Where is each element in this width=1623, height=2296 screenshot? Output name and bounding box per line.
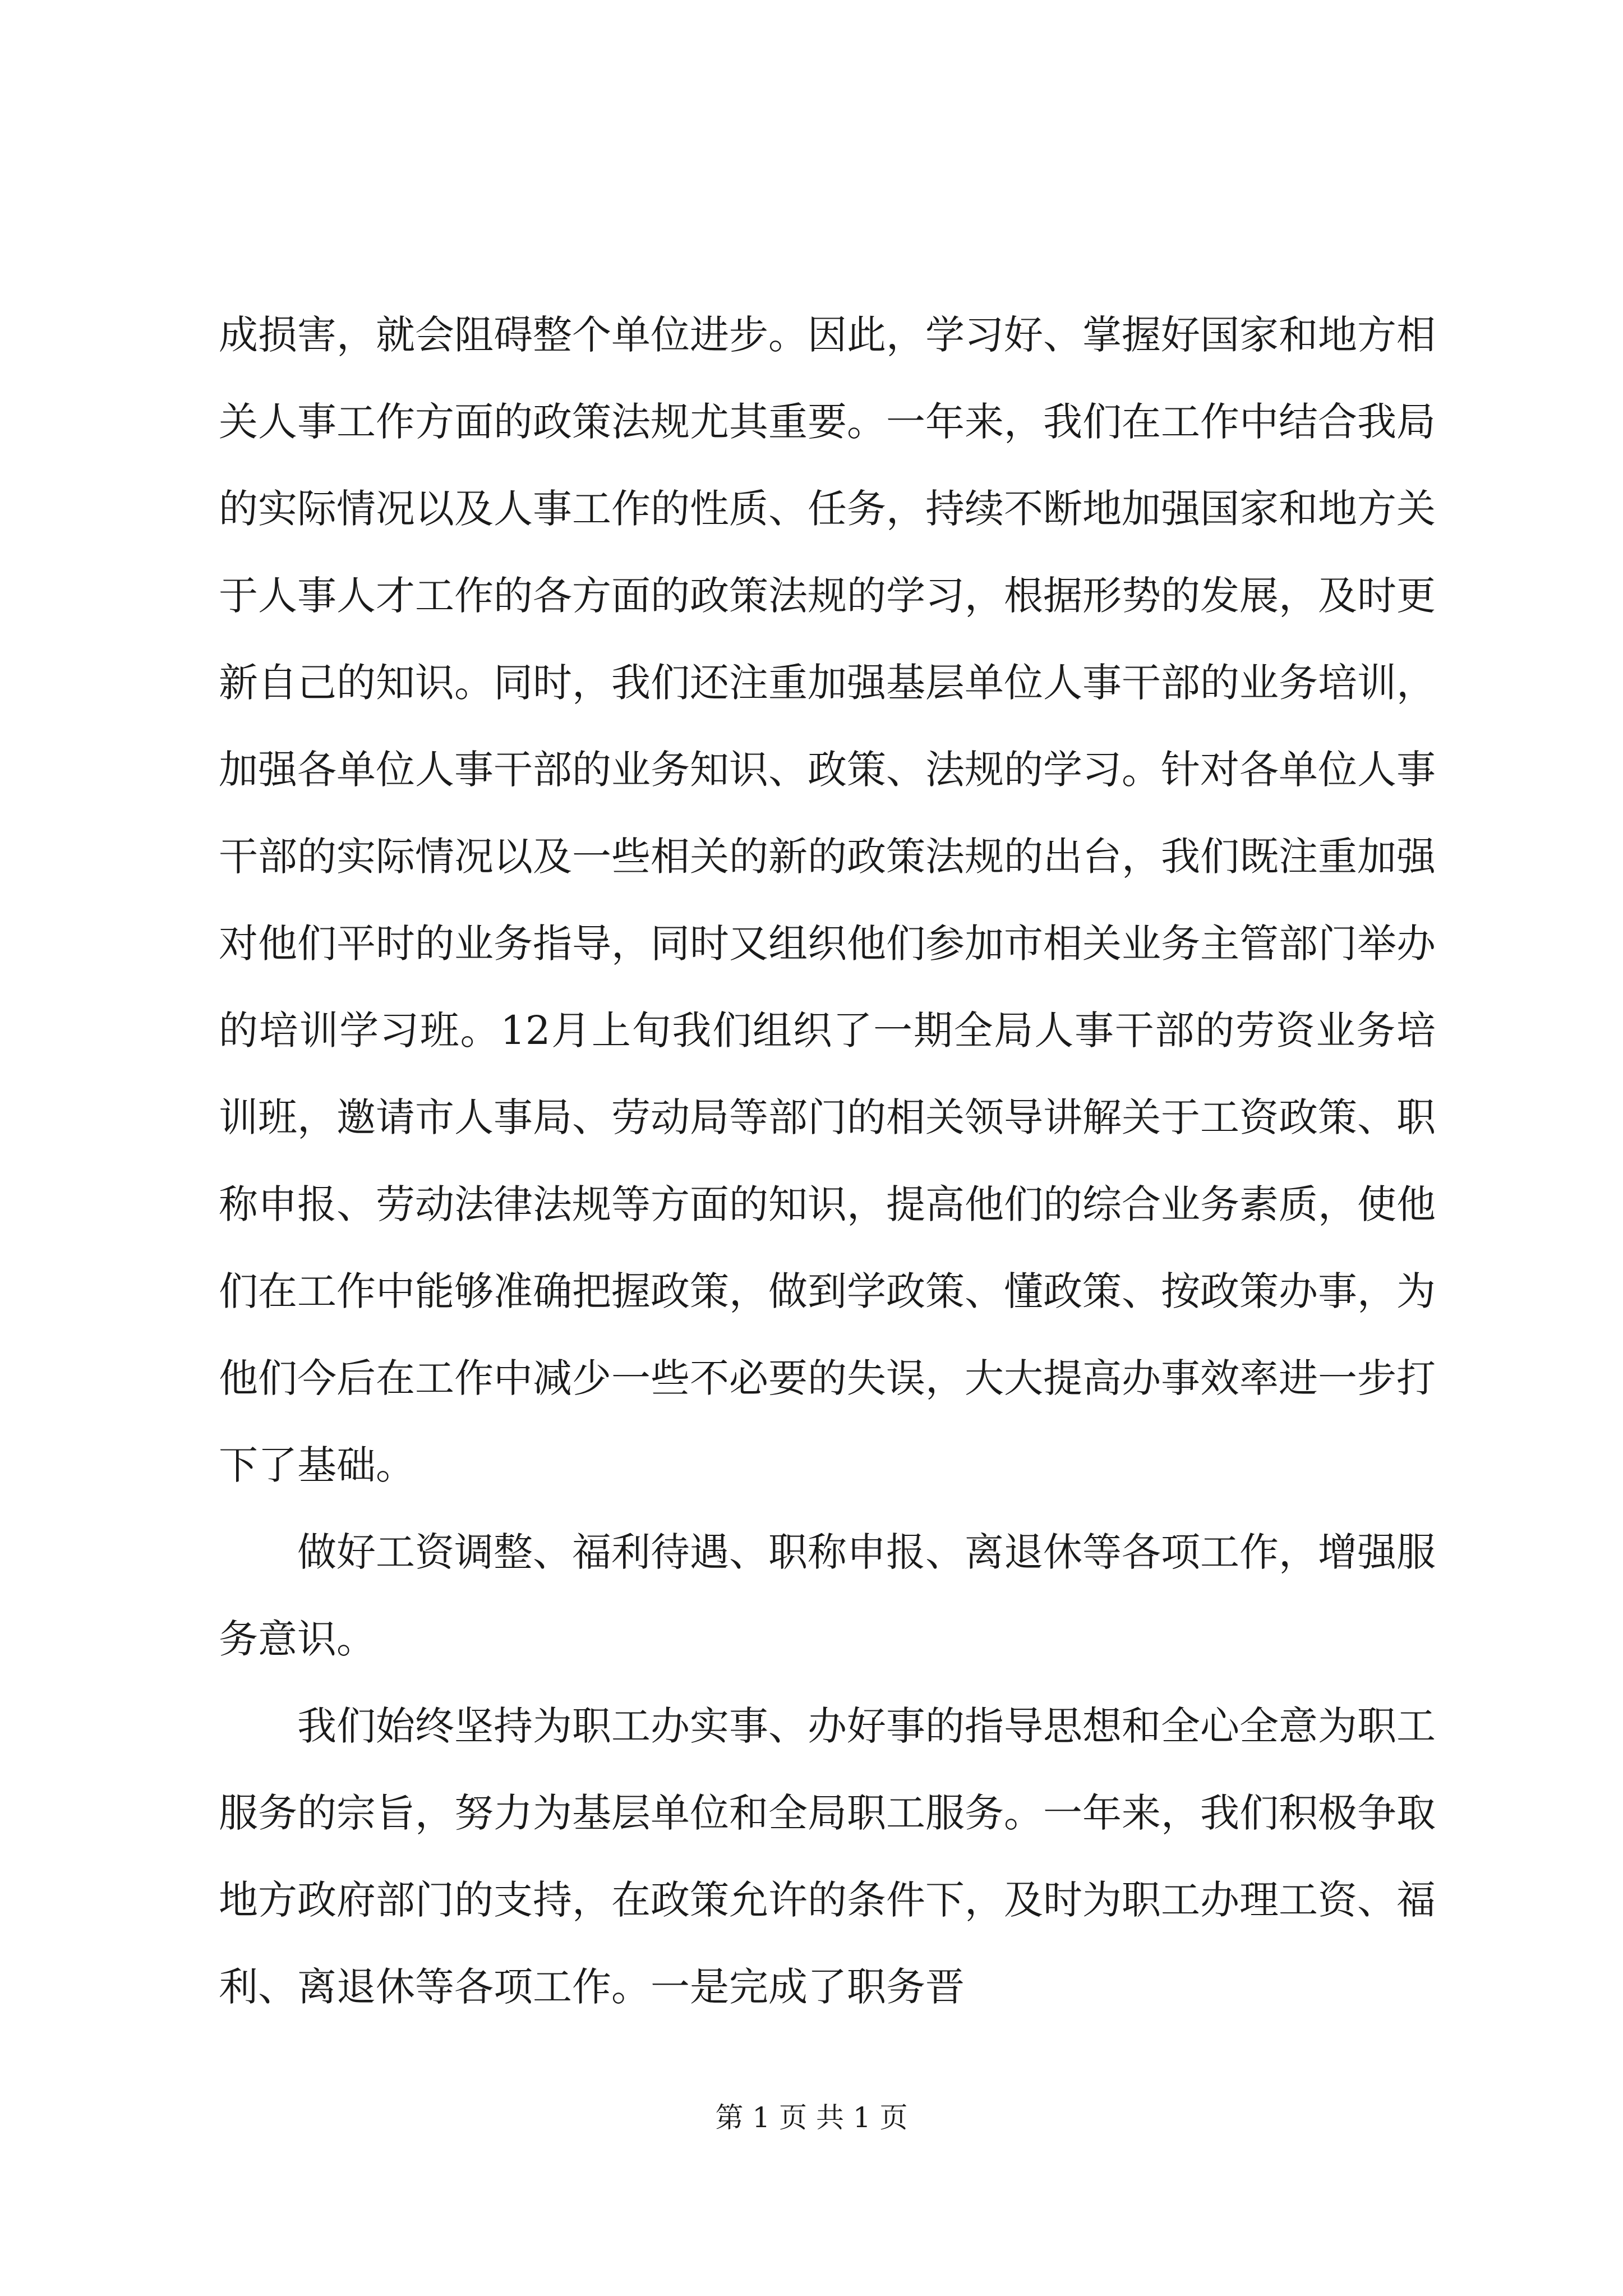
page-number-label: 第 1 页 共 1 页 [715,2101,908,2134]
page-footer [0,2095,1623,2136]
document-body [219,292,1436,2031]
paragraph-3: 我们始终坚持为职工办实事、办好事的指导思想和全心全意为职工服务的宗旨，努力为基层单位和全局职工服务。一年来，我们积极争取地方政府部门的支持，在政策允许的条件下，及时为职工办理工资、福利、离退休等各项工作。一是完成了职务晋 [219,1703,1436,2010]
paragraph-2: 做好工资调整、福利待遇、职称申报、离退休等各项工作，增强服务意识。 [219,1529,1436,1662]
paragraph-1: 成损害，就会阻碍整个单位进步。因此，学习好、掌握好国家和地方相关人事工作方面的政策法规尤其重要。一年来，我们在工作中结合我局的实际情况以及人事工作的性质、任务，持续不断地加强国家和地方关于人事人才工作的各方面的政策法规的学习，根据形势的发展，及时更新自己的知识。同时，我们还注重加强基层单位人事干部的业务培训，加强各单位人事干部的业务知识、政策、法规的学习。针对各单位人事干部的实际情况以及一些相关的新的政策法规的出台，我们既注重加强对他们平时的业务指导，同时又组织他们参加市相关业务主管部门举办的培训学习班。12月上旬我们组织了一期全局人事干部的劳资业务培训班，邀请市人事局、劳动局等部门的相关领导讲解关于工资政策、职称申报、劳动法律法规等方面的知识，提高他们的综合业务素质，使他们在工作中能够准确把握政策，做到学政策、懂政策、按政策办事，为他们今后在工作中减少一些不必要的失误，大大提高办事效率进一步打下了基础。 [219,312,1436,1488]
